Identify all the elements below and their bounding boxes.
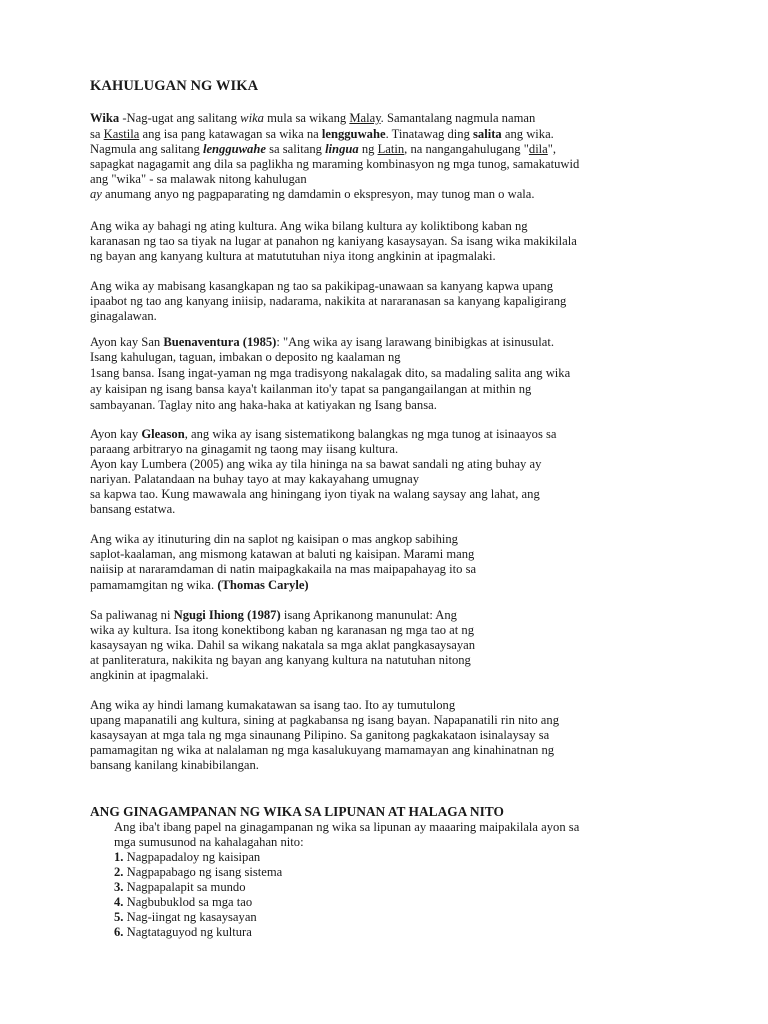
p1-line-4: sapagkat nagagamit ang dila sa paglikha ng maraming kombinasyon ng mga tunog, samakatuwid (90, 157, 580, 171)
p4-line-2: Isang kahulugan, taguan, imbakan o deposito ng kaalaman ng (90, 350, 401, 364)
text: , ang wika ay isang sistematikong balangkas ng mga tunog at isinaayos sa (184, 427, 557, 441)
wika-term: Wika (90, 111, 120, 125)
list-text: Nagtataguyod ng kultura (126, 925, 252, 939)
list-text: Nagpapabago ng isang sistema (126, 865, 283, 879)
p1-line-3 (90, 142, 556, 157)
section-heading: ANG GINAGAMPANAN NG WIKA SA LIPUNAN AT HALAGA NITO (90, 804, 504, 819)
list-item (114, 865, 282, 880)
lengguwahe-bold-italic: lengguwahe (202, 142, 266, 156)
p8-line-3: kasaysayan at mga tala ng mga sinaunang Pilipino. Sa ganitong pagkakataon isinalaysay sa (90, 728, 550, 742)
author-name: Gleason (141, 427, 185, 441)
text: . Samantalang nagmula naman (380, 111, 536, 125)
p2-line-2: karanasan ng tao sa tiyak na lugar at panahon ng kaniyang kasaysayan. Sa isang wika makikilala (90, 234, 577, 248)
list-item (114, 880, 246, 895)
p7-line-2: wika ay kultura. Isa itong konektibong kaban ng karanasan ng mga tao at ng (90, 623, 475, 637)
text: : "Ang wika ay isang larawang binibigkas at isinusulat. (276, 335, 554, 349)
p6-line-4 (90, 578, 309, 593)
p8-line-1: Ang wika ay hindi lamang kumakatawan sa isang tao. Ito ay tumutulong (90, 698, 456, 712)
lengguwahe-term: lengguwahe (321, 127, 386, 141)
list-item (114, 895, 252, 910)
p4-line-1 (90, 335, 554, 350)
p5-line-4: nariyan. Palatandaan na buhay tayo at may kakayahang umugnay (90, 472, 420, 486)
p6-line-1: Ang wika ay itinuturing din na saplot ng kaisipan o mas angkop sabihing (90, 532, 458, 546)
text: -Nag-ugat ang salitang (119, 111, 241, 125)
list-number: 6. (114, 925, 124, 939)
p1-line-2 (90, 127, 554, 142)
p7-line-3: kasaysayan ng wika. Dahil sa wikang nakatala sa mga aklat pangkasaysayan (90, 638, 476, 652)
dila-link[interactable]: dila (528, 142, 548, 156)
p1-line-5: ang "wika" - sa malawak nitong kahulugan (90, 172, 307, 186)
list-number: 4. (114, 895, 124, 909)
list-item (114, 910, 257, 925)
text: ang isa pang katawagan sa wika na (139, 127, 322, 141)
text: ", (547, 142, 557, 156)
text: isang Aprikanong manunulat: Ang (280, 608, 457, 622)
text: sa salitang (265, 142, 326, 156)
text: pamamamgitan ng wika. (90, 578, 218, 592)
list-text: Nagpapadaloy ng kaisipan (126, 850, 261, 864)
p2-line-1: Ang wika ay bahagi ng ating kultura. Ang wika bilang kultura ay koliktibong kaban ng (90, 219, 528, 233)
section-intro-line-2: mga sumusunod na kahalagahan nito: (114, 835, 304, 849)
p4-line-4: ay kaisipan ng isang bansa kaya't kailanman ito'y tapat sa pangangailangan at mithin ng (90, 382, 532, 396)
p8-line-5: bansang kanilang kinabibilangan. (90, 758, 259, 772)
author-name: Ngugi Ihiong (1987) (173, 608, 281, 622)
text: sa (90, 127, 104, 141)
p7-line-1 (90, 608, 457, 623)
list-item (114, 850, 260, 865)
list-text: Nagbubuklod sa mga tao (126, 895, 253, 909)
p6-line-3: naiisip at nararamdaman di natin maipagkakaila na mas maipapahayag ito sa (90, 562, 477, 576)
p3-line-2: ipaabot ng tao ang kanyang iniisip, nadarama, nakikita at nararanasan sa kanyang kapaligirang (90, 294, 567, 308)
p8-line-2: upang mapanatili ang kultura, sining at pagkabansa ng isang bayan. Napapanatili rin nito ang (90, 713, 559, 727)
list-item (114, 925, 252, 940)
kastila-link[interactable]: Kastila (103, 127, 140, 141)
text: Sa paliwanag ni (90, 608, 174, 622)
p4-line-3: 1sang bansa. Isang ingat-yaman ng mga tradisyong nakalagak dito, sa madaling salita ang wika (90, 366, 571, 380)
list-number: 2. (114, 865, 124, 879)
list-number: 1. (114, 850, 124, 864)
text: Ayon kay San (90, 335, 164, 349)
page-title: KAHULUGAN NG WIKA (90, 78, 259, 94)
text: ang wika. (501, 127, 554, 141)
text: anumang anyo ng pagpaparating ng damdamin o ekspresyon, may tunog man o wala. (101, 187, 535, 201)
text: Ayon kay (90, 427, 142, 441)
p7-line-4: at panliteratura, nakikita ng bayan ang kanyang kultura na natutuhan nitong (90, 653, 471, 667)
p5-line-1 (90, 427, 557, 442)
p7-line-5: angkinin at ipagmalaki. (90, 668, 209, 682)
p1-line-6 (90, 187, 535, 202)
section-intro-line-1: Ang iba't ibang papel na ginagampanan ng wika sa lipunan ay maaaring maipakilala ayon sa (114, 820, 580, 834)
list-number: 5. (114, 910, 124, 924)
ay-italic: ay (90, 187, 102, 201)
p4-line-5: sambayanan. Taglay nito ang haka-haka at katiyakan ng Isang bansa. (90, 398, 437, 412)
text: Nagmula ang salitang (90, 142, 203, 156)
malay-link[interactable]: Malay (349, 111, 381, 125)
list-number: 3. (114, 880, 124, 894)
list-text: Nag-iingat ng kasaysayan (126, 910, 257, 924)
list-text: Nagpapalapit sa mundo (126, 880, 246, 894)
p1-line-1 (90, 111, 535, 126)
p3-line-1: Ang wika ay mabisang kasangkapan ng tao sa pakikipag-unawaan sa kanyang kapwa upang (90, 279, 554, 293)
p2-line-3: ng bayan ang kanyang kultura at matututuhan niya itong angkinin at ipagmalaki. (90, 249, 496, 263)
wika-italic: wika (240, 111, 264, 125)
salita-term: salita (473, 127, 502, 141)
text: mula sa wikang (263, 111, 350, 125)
p5-line-2: paraang arbitraryo na ginagamit ng taong may iisang kultura. (90, 442, 399, 456)
p6-line-2: saplot-kaalaman, ang mismong katawan at baluti ng kaisipan. Marami mang (90, 547, 475, 561)
p5-line-3: Ayon kay Lumbera (2005) ang wika ay tila hininga na sa bawat sandali ng ating buhay ay (90, 457, 542, 471)
text: , na nangangahulugang " (404, 142, 529, 156)
p5-line-5: sa kapwa tao. Kung mawawala ang hiningang iyon tiyak na walang saysay ang lahat, ang (90, 487, 540, 501)
text: . Tinatawag ding (385, 127, 474, 141)
text: ng (358, 142, 378, 156)
p8-line-4: pamamagitan ng wika at nalalaman ng mga kasalukuyang mamamayan ang kinahinatnan ng (90, 743, 555, 757)
p3-line-3: ginagalawan. (90, 309, 157, 323)
author-name: Buenaventura (1985) (163, 335, 277, 349)
lingua-term: lingua (325, 142, 359, 156)
author-name: (Thomas Caryle) (217, 578, 309, 592)
p5-line-6: bansang estatwa. (90, 502, 176, 516)
latin-link[interactable]: Latin (377, 142, 405, 156)
